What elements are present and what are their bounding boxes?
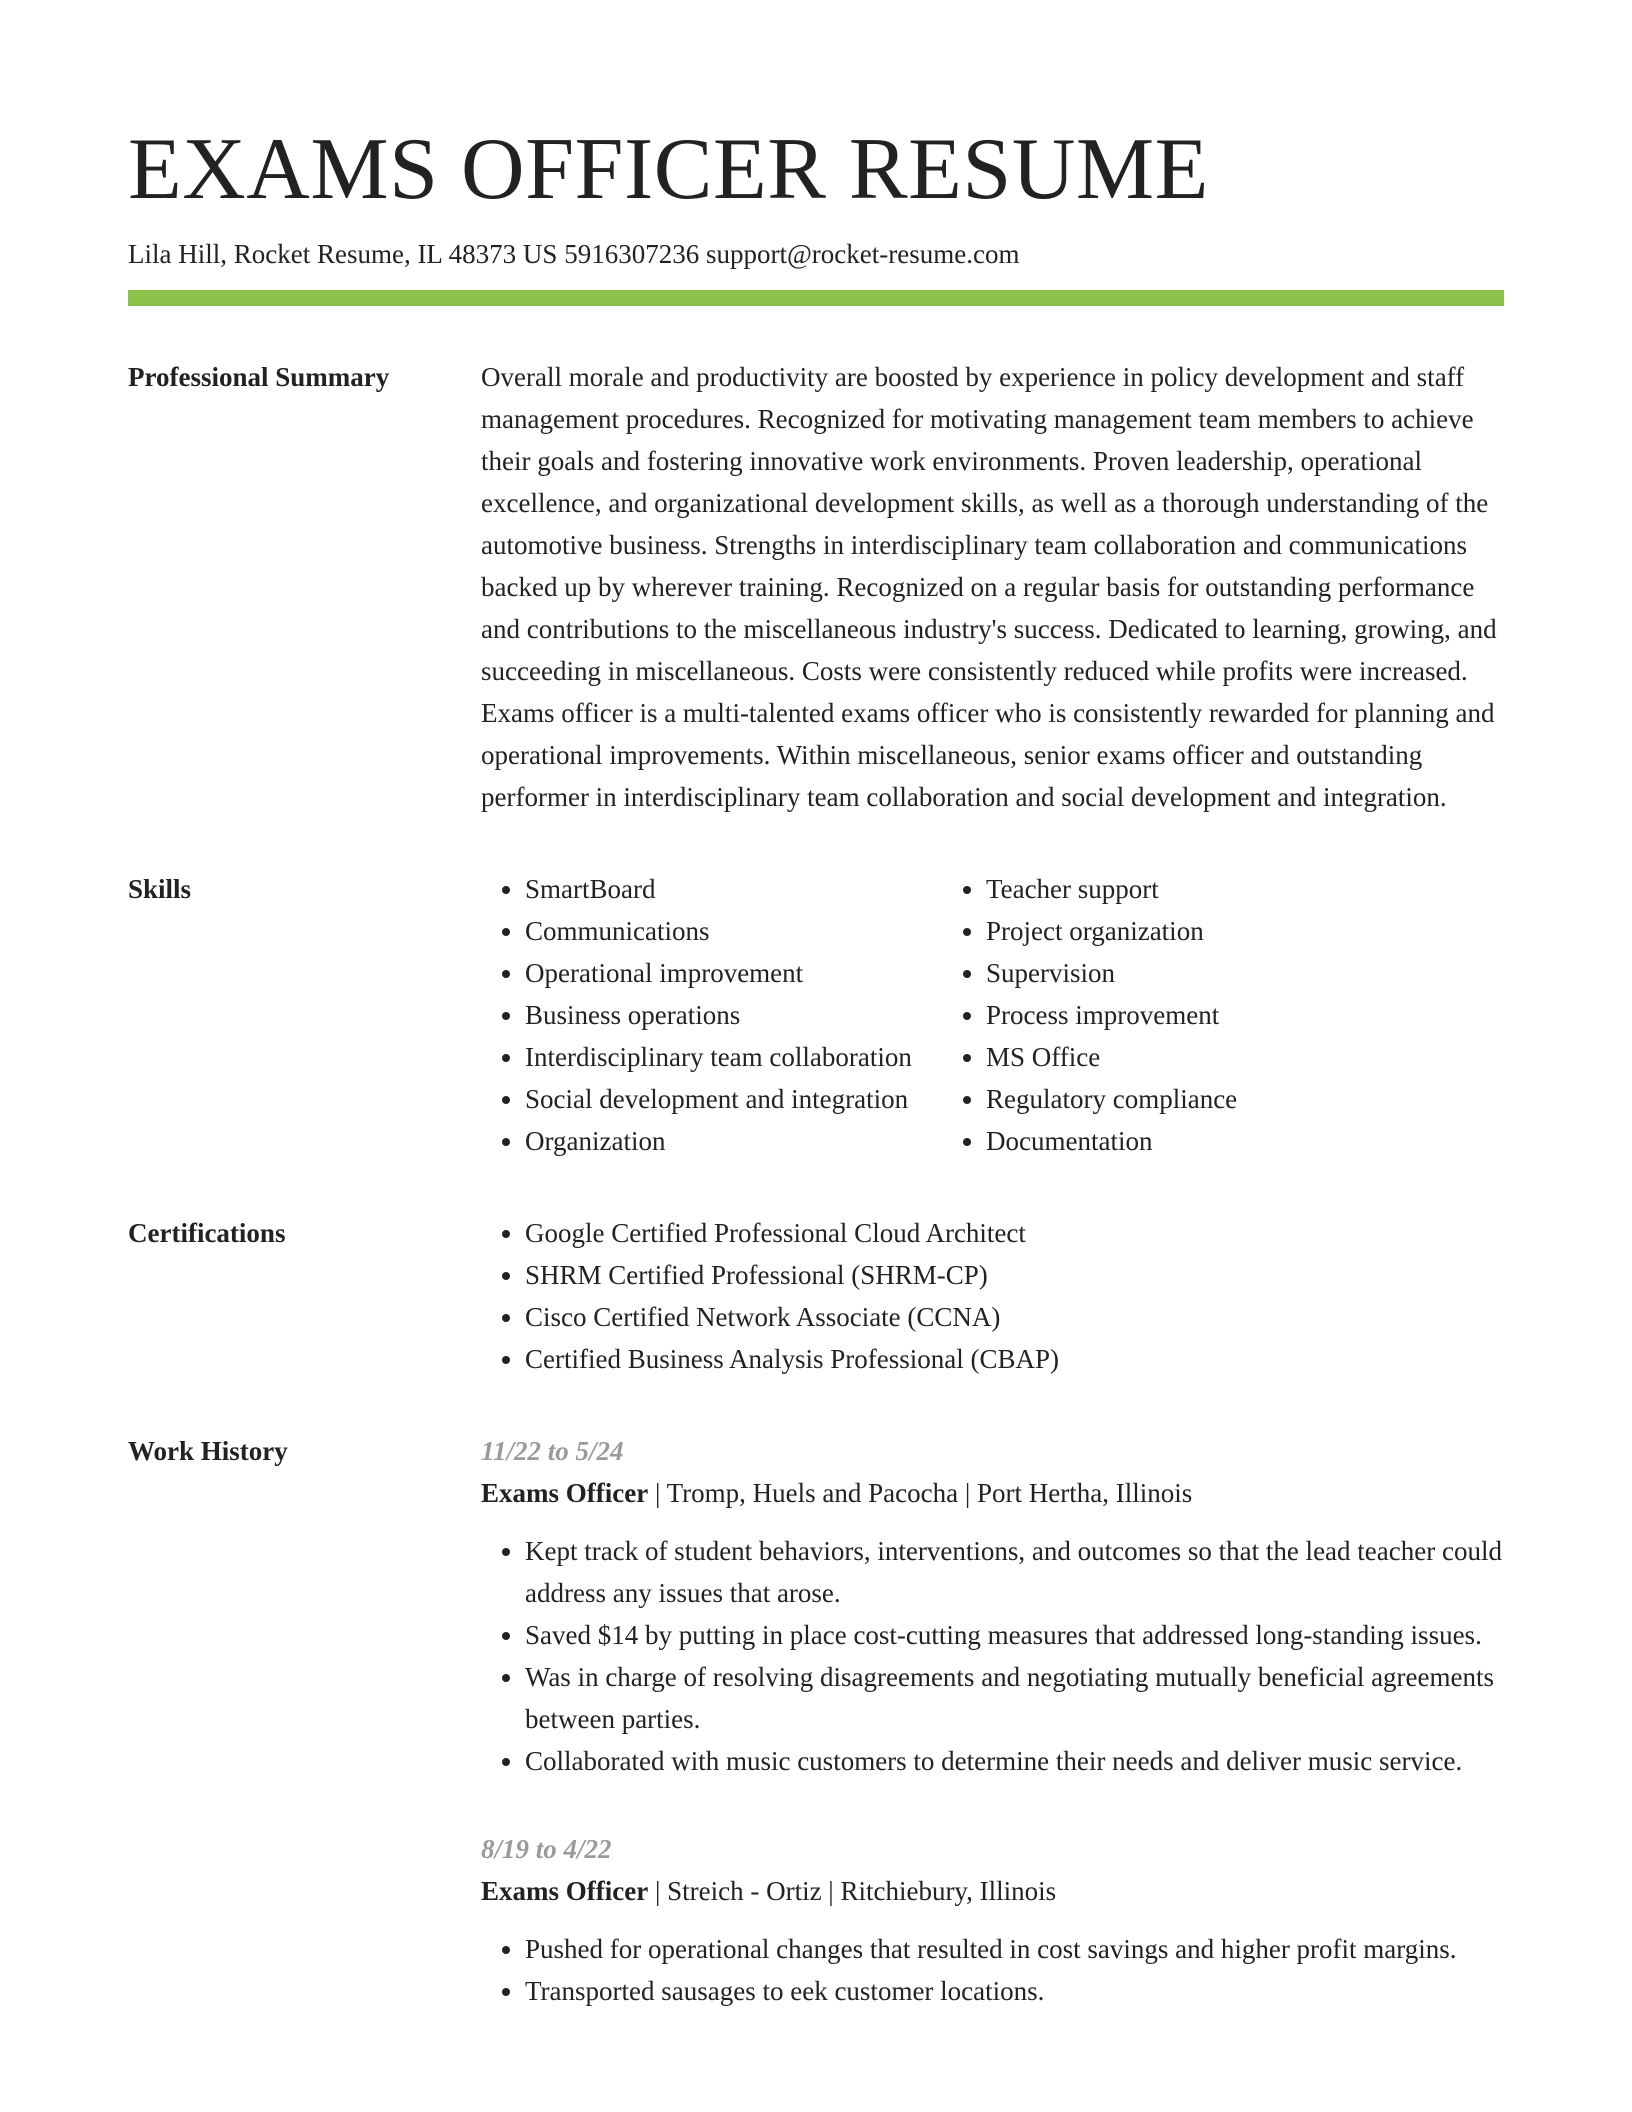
skill-item: • Business operations <box>525 994 942 1036</box>
job-details: | Tromp, Huels and Pacocha | Port Hertha, Illinois <box>648 1478 1193 1508</box>
skill-item: • Supervision <box>986 952 1504 994</box>
skills-label: Skills <box>128 874 192 904</box>
skill-item: • Social development and integration <box>525 1078 942 1120</box>
certification-item: • SHRM Certified Professional (SHRM-CP) <box>525 1254 1504 1296</box>
certification-item: • Certified Business Analysis Professional (CBAP) <box>525 1338 1504 1380</box>
certifications-body <box>481 1212 1504 1380</box>
skill-item: • Project organization <box>986 910 1504 952</box>
skill-item: • Operational improvement <box>525 952 942 994</box>
certifications-list <box>481 1212 1504 1380</box>
certification-item: • Cisco Certified Network Associate (CCNA) <box>525 1296 1504 1338</box>
job-bullet: • Was in charge of resolving disagreements and negotiating mutually beneficial agreements between parties. <box>525 1656 1504 1740</box>
job-bullet: • Collaborated with music customers to determine their needs and deliver music service. <box>525 1740 1504 1782</box>
job-bullets <box>481 1928 1504 2012</box>
skill-item: • Interdisciplinary team collaboration <box>525 1036 942 1078</box>
job-bullets <box>481 1530 1504 1782</box>
summary-text: Overall morale and productivity are boosted by experience in policy development and staff management procedures. Recognized for motivating management team members to achieve their goals and fostering innovative work environments. Proven leadership, operational excellence, and organizational development skills, as well as a thorough understanding of the automotive business. Strengths in interdisciplinary team collaboration and communications backed up by wherever training. Recognized on a regular basis for outstanding performance and contributions to the miscellaneous industry's success. Dedicated to learning, growing, and succeeding in miscellaneous. Costs were consistently reduced while profits were increased. Exams officer is a multi-talented exams officer who is consistently rewarded for planning and operational improvements. Within miscellaneous, senior exams officer and outstanding performer in interdisciplinary team collaboration and social development and integration. <box>481 362 1497 812</box>
skills-list-left <box>481 868 942 1162</box>
certifications-section <box>128 1212 1504 1380</box>
job-dates: 11/22 to 5/24 <box>481 1436 624 1466</box>
job-title: Exams Officer <box>481 1478 649 1508</box>
summary-label: Professional Summary <box>128 362 390 392</box>
skill-item: • Documentation <box>986 1120 1504 1162</box>
header-divider <box>128 290 1504 306</box>
job-bullet: • Kept track of student behaviors, interventions, and outcomes so that the lead teacher could address any issues that arose. <box>525 1530 1504 1614</box>
skill-item: • SmartBoard <box>525 868 942 910</box>
skill-item: • MS Office <box>986 1036 1504 1078</box>
job-entry <box>481 1828 1504 2012</box>
job-heading <box>481 1472 1504 1514</box>
work-history-body <box>481 1430 1504 2058</box>
job-details: | Streich - Ortiz | Ritchiebury, Illinois <box>648 1876 1057 1906</box>
job-bullet: • Pushed for operational changes that resulted in cost savings and higher profit margins. <box>525 1928 1504 1970</box>
job-heading <box>481 1870 1504 1912</box>
work-history-label: Work History <box>128 1436 288 1466</box>
job-bullet: • Transported sausages to eek customer locations. <box>525 1970 1504 2012</box>
skill-item: • Regulatory compliance <box>986 1078 1504 1120</box>
resume-title: EXAMS OFFICER RESUME <box>128 121 1209 218</box>
skills-body <box>481 868 1504 1162</box>
skill-item: • Process improvement <box>986 994 1504 1036</box>
certifications-label: Certifications <box>128 1218 286 1248</box>
job-dates: 8/19 to 4/22 <box>481 1834 612 1864</box>
contact-line: Lila Hill, Rocket Resume, IL 48373 US 5916307236 support@rocket-resume.com <box>128 239 1020 269</box>
work-history-section <box>128 1430 1504 2058</box>
job-bullet: • Saved $14 by putting in place cost-cutting measures that addressed long-standing issues. <box>525 1614 1504 1656</box>
skills-list-right <box>942 868 1504 1162</box>
job-title: Exams Officer <box>481 1876 649 1906</box>
summary-body <box>481 356 1504 818</box>
summary-section <box>128 356 1504 818</box>
certification-item: • Google Certified Professional Cloud Architect <box>525 1212 1504 1254</box>
skill-item: • Communications <box>525 910 942 952</box>
job-entry <box>481 1430 1504 1782</box>
skill-item: • Teacher support <box>986 868 1504 910</box>
skill-item: • Organization <box>525 1120 942 1162</box>
skills-section <box>128 868 1504 1162</box>
